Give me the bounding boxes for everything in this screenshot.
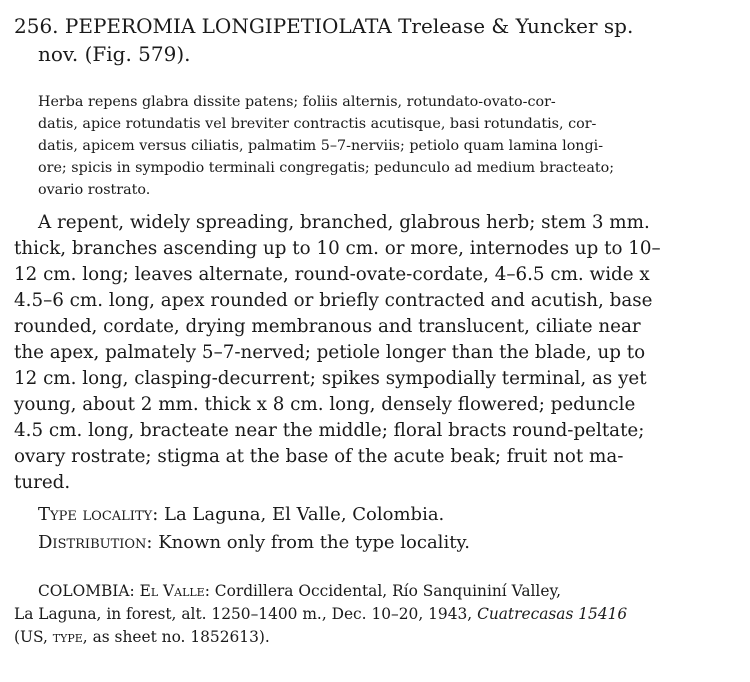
latin-line-2: datis, apice rotundatis vel breviter contractis acutisque, basi rotundatis, cor-: [38, 116, 597, 132]
english-line-10: ovary rostrate; stigma at the base of the acute beak; fruit not ma-: [14, 446, 624, 467]
specimen-herbarium: (US,: [14, 628, 53, 646]
specimen-department: El Valle: [139, 582, 205, 600]
type-locality: [38, 504, 444, 525]
english-line-2: thick, branches ascending up to 10 cm. or more, internodes up to 10–: [14, 238, 661, 259]
english-line-9: 4.5 cm. long, bracteate near the middle; floral bracts round-peltate;: [14, 420, 645, 441]
english-line-4: 4.5–6 cm. long, apex rounded or briefly contracted and acutish, base: [14, 290, 653, 311]
latin-line-3: datis, apicem versus ciliatis, palmatim 5–7-nerviis; petiolo quam lamina longi-: [38, 138, 604, 154]
type-locality-value: : La Laguna, El Valle, Colombia.: [152, 504, 445, 525]
specimen-locality: : Cordillera Occidental, Río Sanquininí Valley,: [204, 582, 561, 600]
specimen-sheet: , as sheet no. 1852613).: [82, 628, 270, 646]
specimen-line-2: [14, 605, 627, 623]
specimen-collector: Cuatrecasas 15416: [477, 605, 628, 623]
english-line-11: tured.: [14, 472, 71, 493]
distribution-value: : Known only from the type locality.: [146, 532, 470, 553]
specimen-type-label: type: [52, 628, 83, 646]
english-line-6: the apex, palmately 5–7-nerved; petiole longer than the blade, up to: [14, 342, 646, 363]
specimen-line-3: [14, 628, 270, 646]
entry-heading-line-2: nov. (Fig. 579).: [38, 42, 191, 66]
species-name: PEPEROMIA LONGIPETIOLATA: [64, 14, 392, 38]
specimen-line-1: [38, 582, 561, 600]
english-line-3: 12 cm. long; leaves alternate, round-ovate-cordate, 4–6.5 cm. wide x: [14, 264, 650, 285]
distribution-label: Distribution: [38, 532, 147, 553]
entry-number: 256.: [14, 14, 59, 38]
specimen-country: COLOMBIA: [38, 582, 130, 600]
specimen-habitat: La Laguna, in forest, alt. 1250–1400 m., Dec. 10–20, 1943,: [14, 605, 478, 623]
distribution: [38, 532, 470, 553]
specimen-sep: :: [129, 582, 140, 600]
type-locality-label: Type locality: [38, 504, 153, 525]
latin-line-1: Herba repens glabra dissite patens; foliis alternis, rotundato-ovato-cor-: [38, 94, 556, 110]
latin-line-5: ovario rostrato.: [38, 182, 151, 198]
english-line-8: young, about 2 mm. thick x 8 cm. long, densely flowered; peduncle: [14, 394, 636, 415]
english-line-1: A repent, widely spreading, branched, glabrous herb; stem 3 mm.: [38, 212, 650, 233]
latin-line-4: ore; spicis in sympodio terminali congregatis; pedunculo ad medium bracteato;: [38, 160, 615, 176]
entry-heading-line-1: [14, 14, 633, 38]
english-line-7: 12 cm. long, clasping-decurrent; spikes sympodially terminal, as yet: [14, 368, 647, 389]
species-authors: Trelease & Yuncker sp.: [398, 14, 634, 38]
english-line-5: rounded, cordate, drying membranous and translucent, ciliate near: [14, 316, 641, 337]
